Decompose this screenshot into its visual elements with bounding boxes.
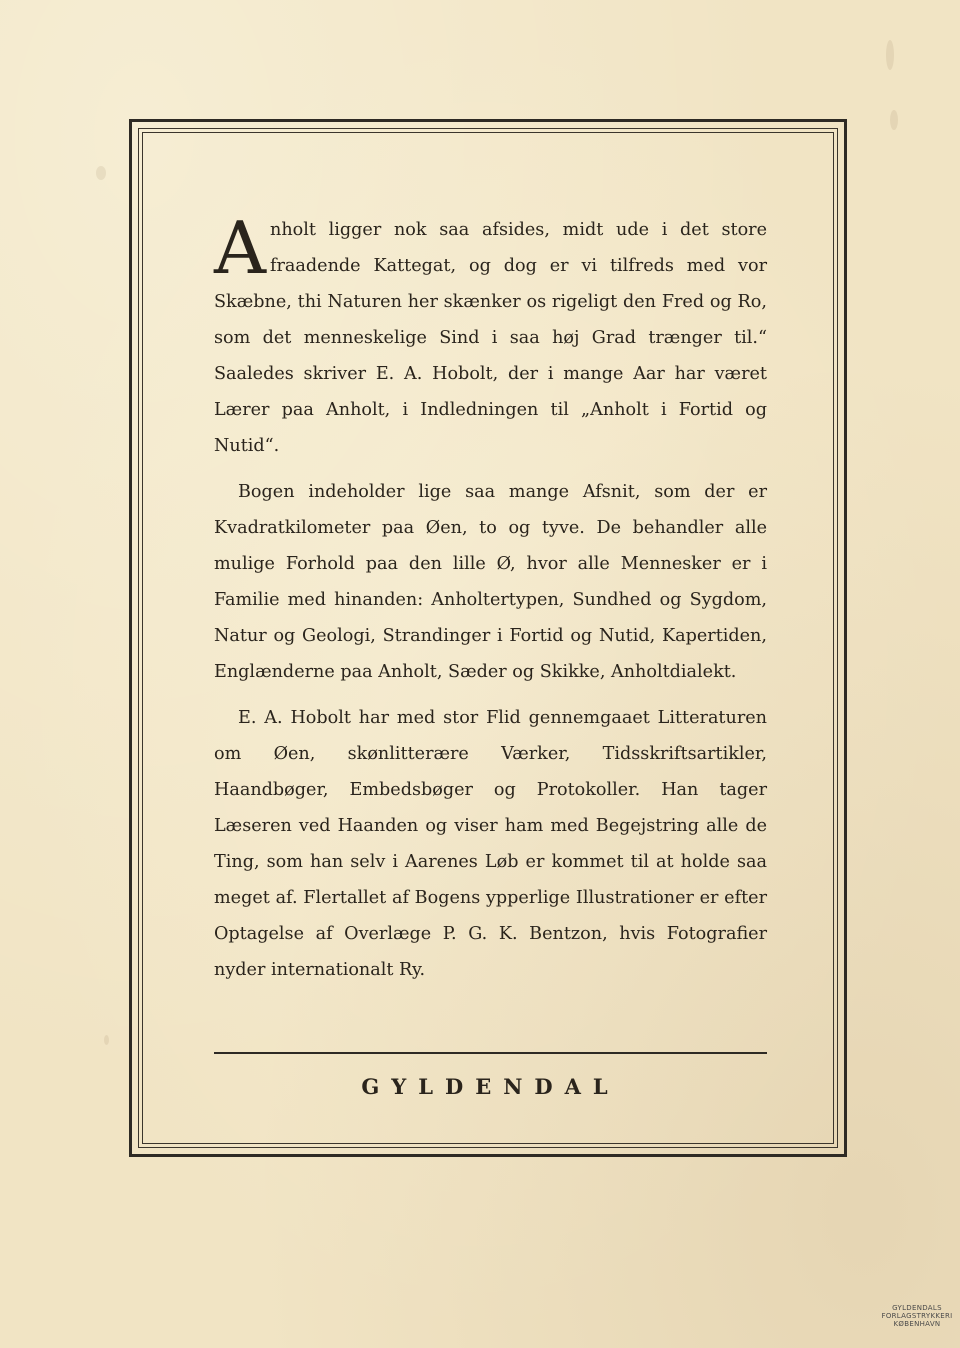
publisher-name: GYLDENDAL xyxy=(361,1074,620,1099)
paper-stain xyxy=(890,110,898,130)
stamp-line-1: GYLDENDALS xyxy=(892,1304,942,1312)
paragraph-1-text: nholt ligger nok saa afsides, midt ude i det store fraadende Kattegat, og dog er vi tilfreds med vor Skæbne, thi Naturen her skænker os rigeligt den Fred og Ro, som det menneskelige Sind i saa høj Grad trænger til.“ Saaledes skriver E. A. Hobolt, der i mange Aar har været Lærer paa Anholt, i Indledningen til „Anholt i Fortid og Nutid“. xyxy=(214,220,767,456)
stamp-line-3: KØBENHAVN xyxy=(893,1320,941,1328)
stamp-line-2: FORLAGSTRYKKERI xyxy=(881,1312,953,1320)
paper-stain xyxy=(104,1035,109,1045)
divider-rule xyxy=(214,1052,767,1054)
drop-cap: A xyxy=(214,206,266,290)
printer-stamp xyxy=(878,1304,956,1328)
paper-stain xyxy=(96,166,106,180)
paper-stain xyxy=(886,40,894,70)
paragraph-3: E. A. Hobolt har med stor Flid gennemgaaet Litteraturen om Øen, skønlitterære Værker, Tidsskriftsartikler, Haandbøger, Embedsbøger og Protokoller. Han tager Læseren ved Haanden og viser ham med Begejstring alle de Ting, som han selv i Aarenes Løb er kommet til at holde saa meget af. Flertallet af Bogens ypperlige Illustrationer er efter Optagelse af Overlæge P. G. K. Bentzon, hvis Fotografier nyder internationalt Ry. xyxy=(214,708,767,980)
blurb-text xyxy=(214,206,767,988)
paragraph-2: Bogen indeholder lige saa mange Afsnit, som der er Kvadratkilometer paa Øen, to og tyve. De behandler alle mulige Forhold paa den lille Ø, hvor alle Mennesker er i Familie med hinanden: Anholtertypen, Sundhed og Sygdom, Natur og Geologi, Strandinger i Fortid og Nutid, Kapertiden, Englænderne paa Anholt, Sæder og Skikke, Anholtdialekt. xyxy=(214,482,767,682)
paragraph-1 xyxy=(214,206,767,464)
